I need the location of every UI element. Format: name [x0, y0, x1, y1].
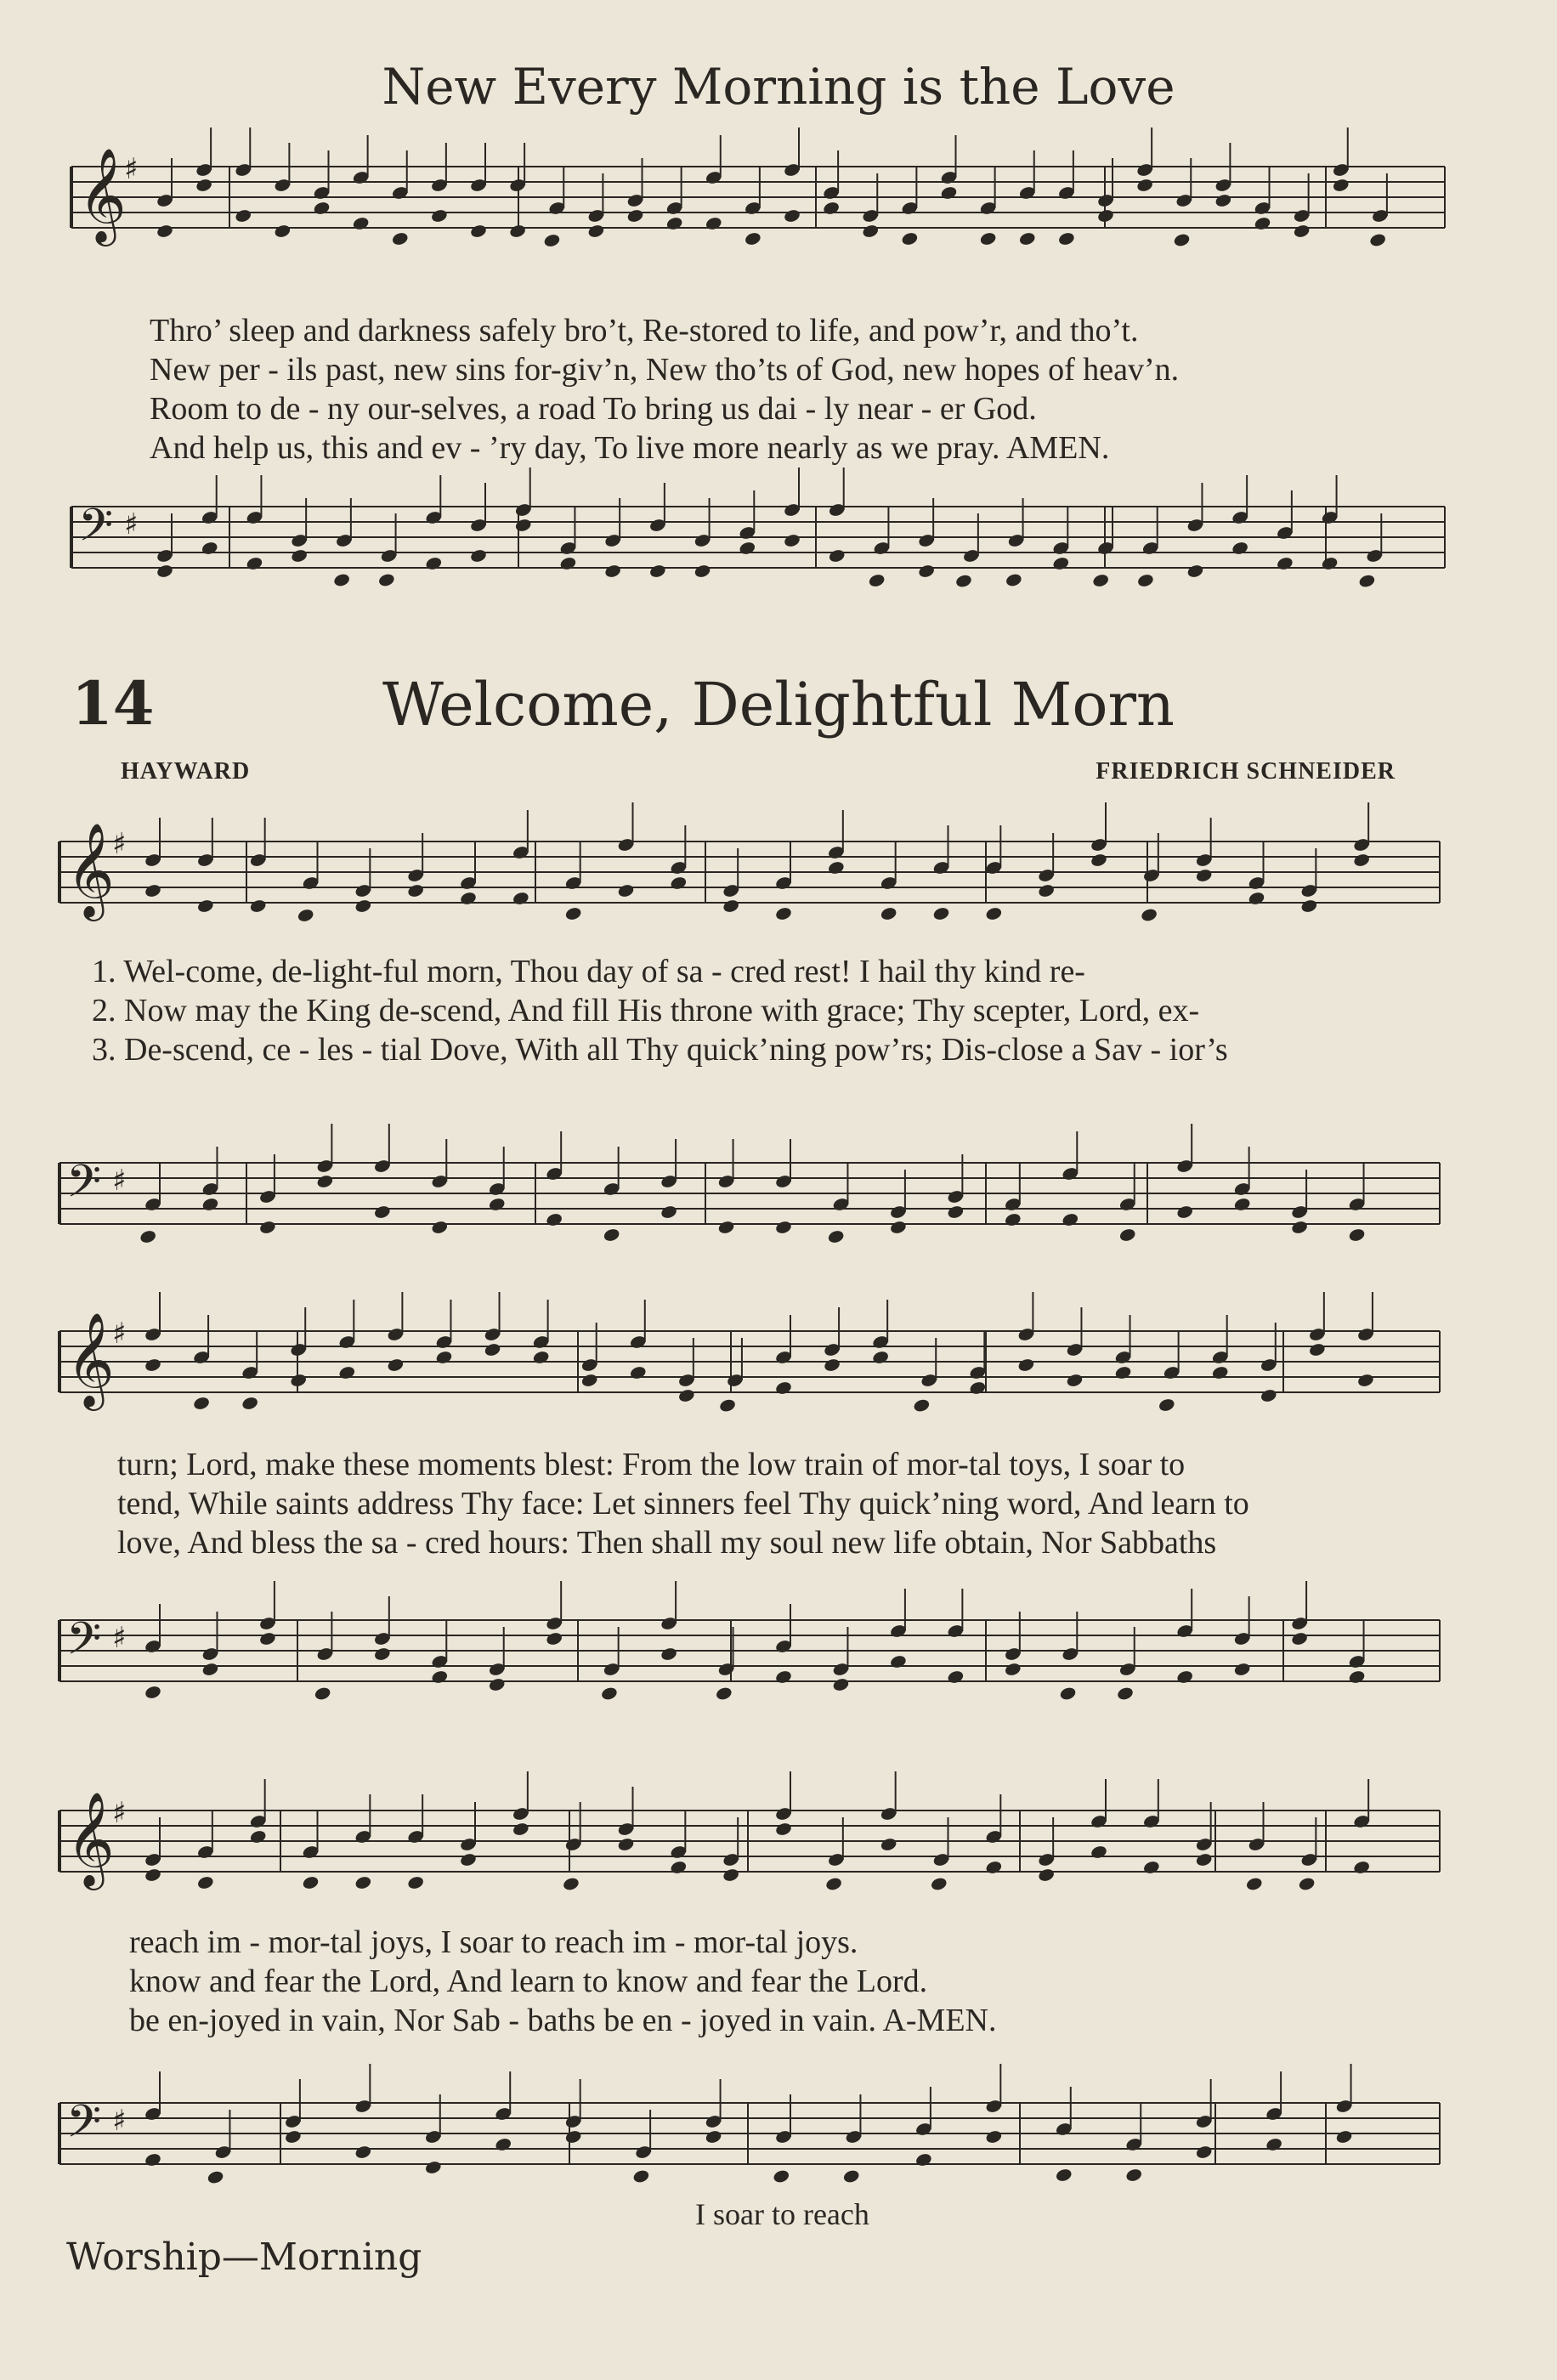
note-head	[985, 2129, 1003, 2145]
note-head	[705, 2129, 722, 2145]
note-head	[495, 2137, 512, 2152]
hymn-14-system-2-verse-2: tend, While saints address Thy face: Let sinners feel Thy quick’ning word, And learn to	[117, 1486, 1249, 1522]
note-head	[1195, 2145, 1213, 2160]
sharp-icon: ♯	[112, 1164, 127, 1198]
treble-clef-icon: 𝄞	[66, 1312, 115, 1407]
note-head	[1265, 2137, 1282, 2152]
sharp-icon: ♯	[112, 1796, 127, 1830]
note-head	[284, 2129, 302, 2145]
hymn-14-title: Welcome, Delightful Morn	[382, 670, 1175, 740]
note-head	[773, 2168, 790, 2184]
hymn-13-verse-4: And help us, this and ev - ’ry day, To live more nearly as we pray. AMEN.	[150, 430, 1110, 466]
hymn-14-system-1-verse-2: 2. Now may the King de-scend, And fill His throne with grace; Thy scepter, Lord, ex-	[92, 993, 1200, 1028]
hymn-14-system-2-verse-1: turn; Lord, make these moments blest: From the low train of mor-tal toys, I soar to	[117, 1447, 1186, 1482]
hymn-14-system-3-verse-2: know and fear the Lord, And learn to know and fear the Lord.	[129, 1964, 928, 1999]
note-head	[144, 2152, 161, 2168]
note-head	[207, 2169, 224, 2184]
note-head	[632, 2168, 650, 2184]
note-head	[564, 2129, 582, 2145]
hymn-13-verse-3: Room to de - ny our-selves, a road To bring us dai - ly near - er God.	[150, 391, 1037, 427]
sharp-icon: ♯	[112, 827, 127, 861]
sharp-icon: ♯	[112, 1621, 127, 1655]
treble-clef-icon: 𝄞	[66, 1791, 115, 1886]
hymn-14-system-3-verse-1: reach im - mor-tal joys, I soar to reach im - mor-tal joys.	[129, 1924, 858, 1960]
hymn-13-verse-2: New per - ils past, new sins for-giv’n, New tho’ts of God, new hopes of heav’n.	[150, 352, 1180, 388]
note-head	[424, 2160, 442, 2175]
sharp-icon: ♯	[124, 152, 139, 186]
hymn-14-system-3-verse-3: be en-joyed in vain, Nor Sab - baths be en - joyed in vain. A-MEN.	[129, 2003, 997, 2038]
bass-clef-icon: 𝄢	[66, 2096, 102, 2159]
hymn-13-verse-1: Thro’ sleep and darkness safely bro’t, Re-stored to life, and pow’r, and tho’t.	[150, 313, 1139, 348]
treble-clef-icon: 𝄞	[78, 147, 127, 242]
bass-under-note: I soar to reach	[695, 2197, 869, 2231]
sharp-icon: ♯	[112, 1317, 127, 1351]
bass-clef-icon: 𝄢	[78, 500, 114, 563]
hymn-13-title: New Every Morning is the Love	[382, 58, 1175, 116]
hymn-14-system-1-verse-1: 1. Wel-come, de-light-ful morn, Thou day of sa - cred rest! I hail thy kind re-	[92, 954, 1085, 989]
treble-clef-icon: 𝄞	[66, 822, 115, 917]
sharp-icon: ♯	[112, 2104, 127, 2138]
note-head	[1055, 2168, 1073, 2183]
hymn-14-system-1-verse-3: 3. De-scend, ce - les - tial Dove, With all Thy quick’ning pow’rs; Dis-close a Sav - ior’s	[92, 1032, 1228, 1068]
hymn-14-system-2-verse-3: love, And bless the sa - cred hours: Then shall my soul new life obtain, Nor Sabbaths	[117, 1525, 1217, 1561]
sharp-icon: ♯	[124, 507, 139, 541]
note-head	[354, 2145, 372, 2160]
note-head	[842, 2168, 860, 2184]
bass-clef-icon: 𝄢	[66, 1156, 102, 1219]
note-head	[1335, 2129, 1353, 2145]
hymn-14-number: 14	[71, 668, 155, 739]
note-head	[1125, 2168, 1143, 2183]
note-head	[914, 2152, 932, 2168]
section-footer: Worship—Morning	[66, 2236, 422, 2279]
tune-name: HAYWARD	[121, 758, 251, 785]
composer-credit: FRIEDRICH SCHNEIDER	[1096, 758, 1396, 785]
bass-clef-icon: 𝄢	[66, 1613, 102, 1676]
